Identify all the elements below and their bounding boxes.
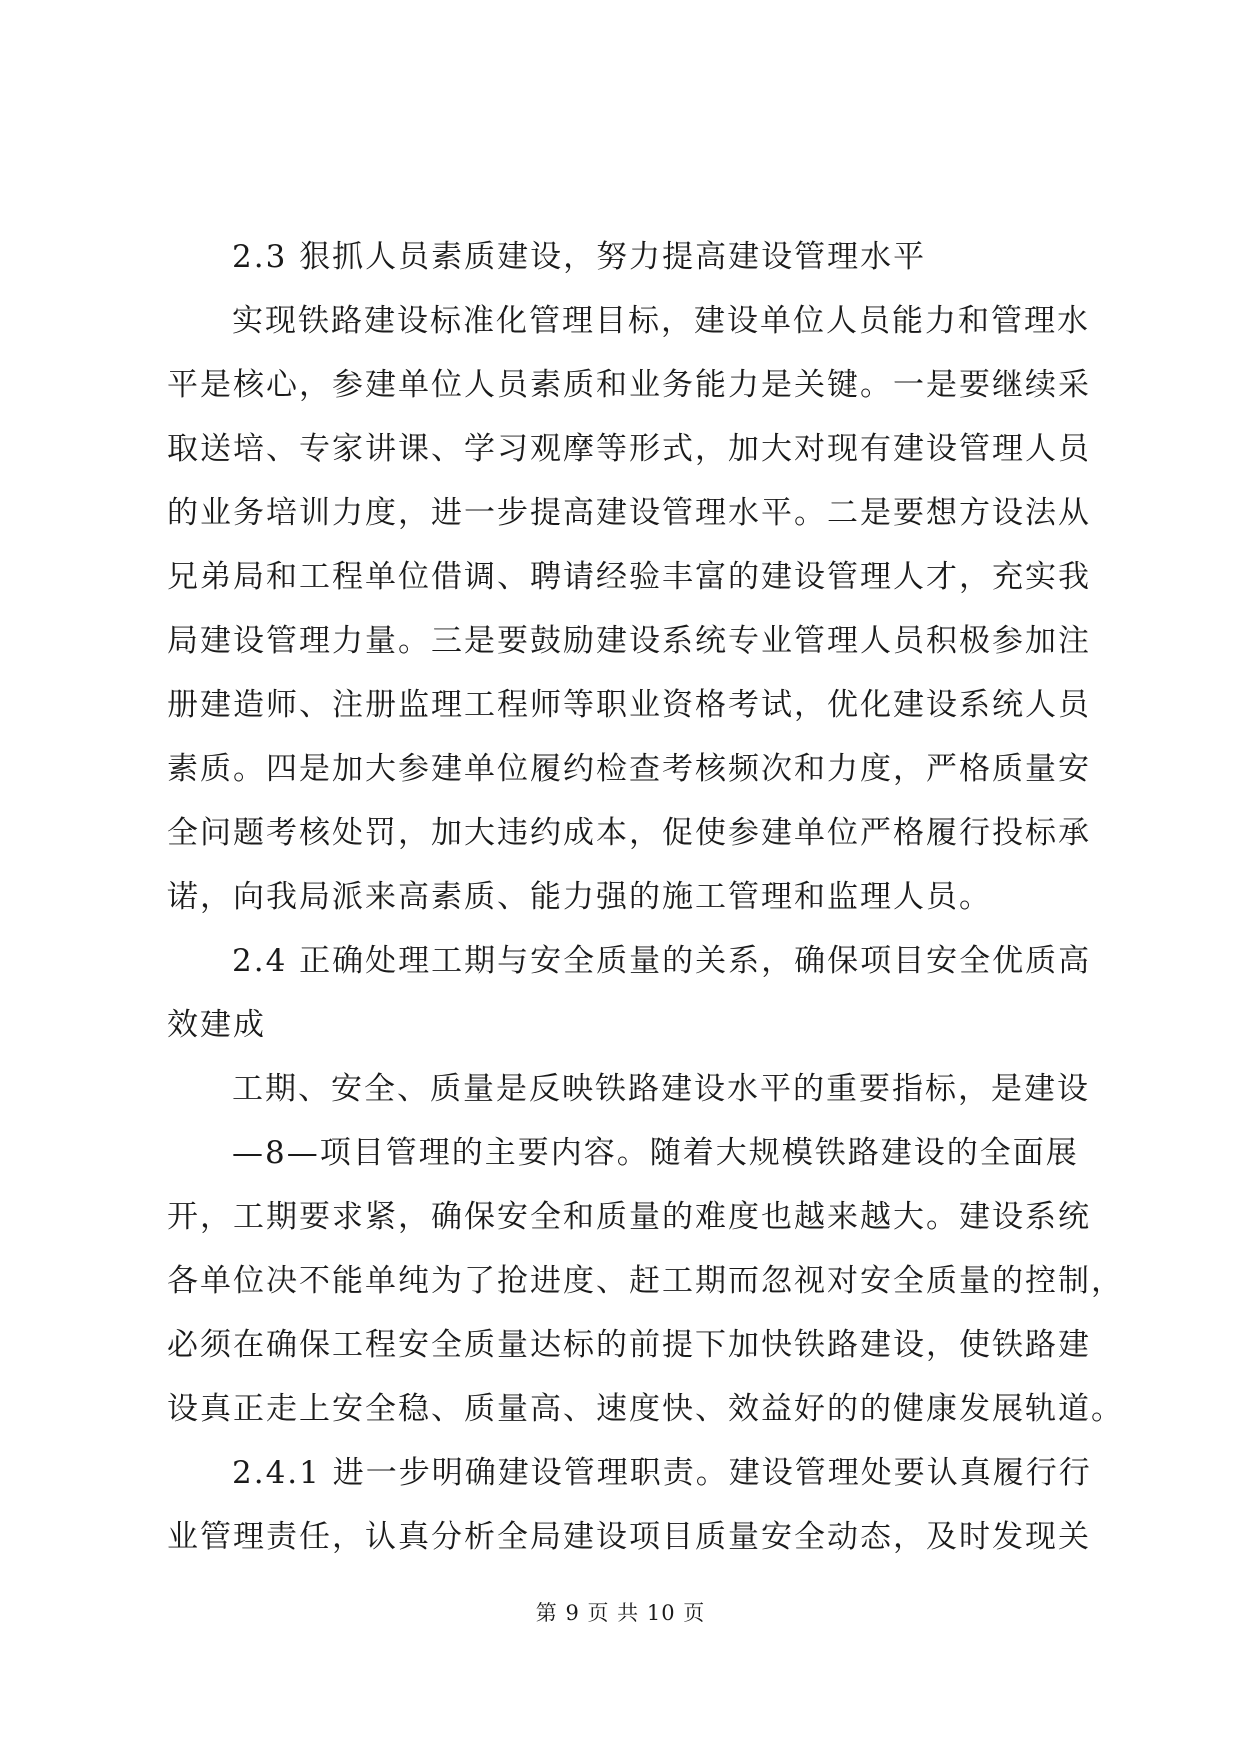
- paragraph-line: 工期、安全、质量是反映铁路建设水平的重要指标，是建设: [232, 1071, 1090, 1107]
- paragraph-line: 取送培、专家讲课、学习观摩等形式，加大对现有建设管理人员: [167, 431, 1091, 467]
- paragraph-line: 实现铁路建设标准化管理目标，建设单位人员能力和管理水: [232, 303, 1090, 339]
- paragraph-line: 全问题考核处罚，加大违约成本，促使参建单位严格履行投标承: [167, 815, 1091, 851]
- paragraph-line: 兄弟局和工程单位借调、聘请经验丰富的建设管理人才，充实我: [167, 559, 1091, 595]
- paragraph-line: 平是核心，参建单位人员素质和业务能力是关键。一是要继续采: [167, 367, 1091, 403]
- paragraph-line: 册建造师、注册监理工程师等职业资格考试，优化建设系统人员: [167, 687, 1091, 723]
- section-heading-2-3: 2.3 狠抓人员素质建设，努力提高建设管理水平: [232, 239, 927, 275]
- paragraph-line: 的业务培训力度，进一步提高建设管理水平。二是要想方设法从: [167, 495, 1091, 531]
- paragraph-line: 设真正走上安全稳、质量高、速度快、效益好的的健康发展轨道。: [167, 1391, 1124, 1427]
- subsection-heading-2-4-1: 2.4.1 进一步明确建设管理职责。建设管理处要认真履行行: [232, 1455, 1092, 1491]
- paragraph-line: 素质。四是加大参建单位履约检查考核频次和力度，严格质量安: [167, 751, 1091, 787]
- paragraph-line: 各单位决不能单纯为了抢进度、赶工期而忽视对安全质量的控制，: [167, 1263, 1124, 1299]
- paragraph-line: —8—项目管理的主要内容。随着大规模铁路建设的全面展: [232, 1135, 1079, 1171]
- page-number-footer: 第 9 页 共 10 页: [535, 1601, 706, 1625]
- paragraph-line: 诺，向我局派来高素质、能力强的施工管理和监理人员。: [167, 879, 992, 915]
- paragraph-line: 业管理责任，认真分析全局建设项目质量安全动态，及时发现关: [167, 1519, 1091, 1555]
- paragraph-line: 局建设管理力量。三是要鼓励建设系统专业管理人员积极参加注: [167, 623, 1091, 659]
- paragraph-line: 必须在确保工程安全质量达标的前提下加快铁路建设，使铁路建: [167, 1327, 1091, 1363]
- section-heading-2-4-continued: 效建成: [167, 1007, 266, 1043]
- section-heading-2-4: 2.4 正确处理工期与安全质量的关系，确保项目安全优质高: [232, 943, 1092, 979]
- paragraph-line: 开，工期要求紧，确保安全和质量的难度也越来越大。建设系统: [167, 1199, 1091, 1235]
